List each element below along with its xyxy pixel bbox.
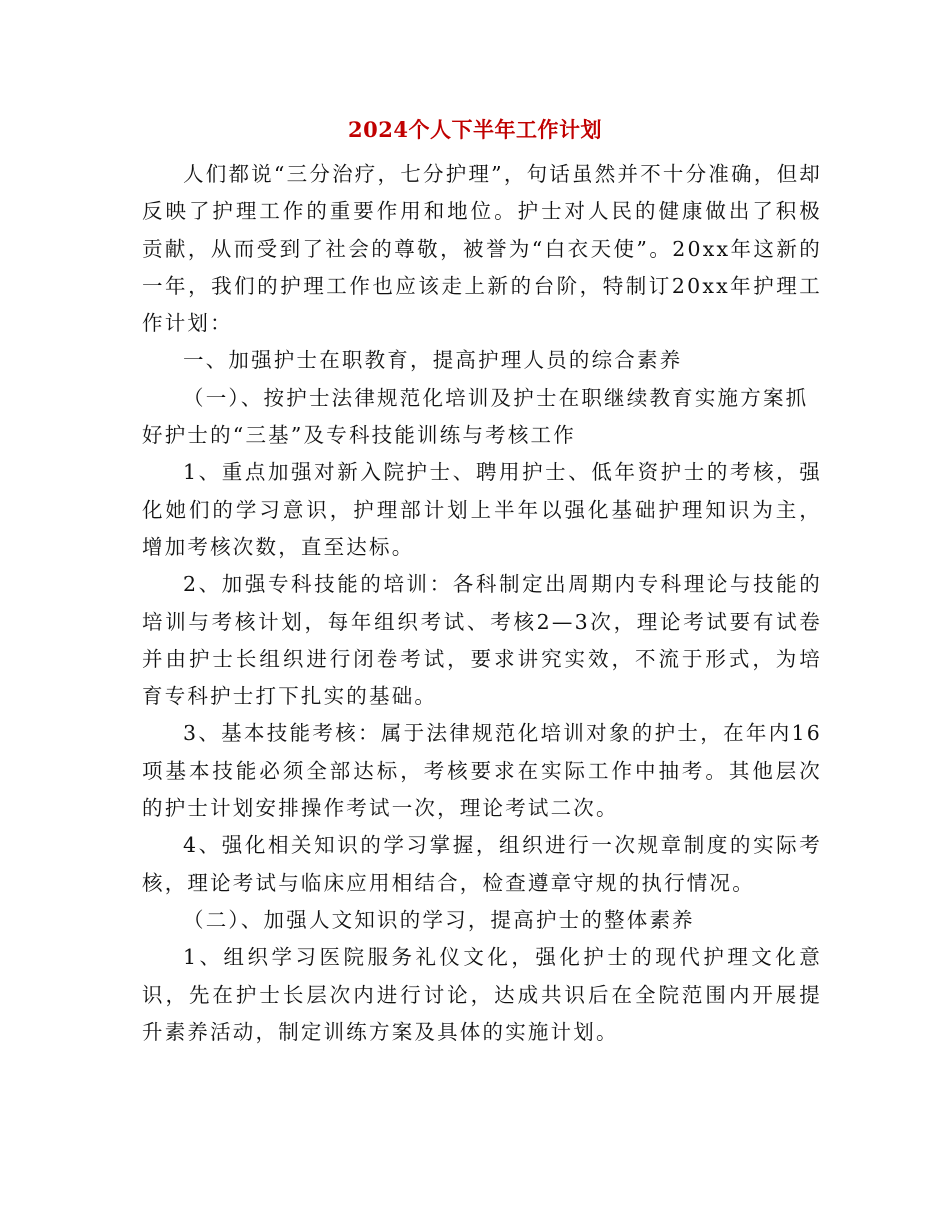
list-item-2: 2、加强专科技能的培训：各科制定出周期内专科理论与技能的培训与考核计划，每年组织考试、考核2—3次，理论考试要有试卷并由护士长组织进行闭卷考试，要求讲究实效，不流于形式，为培育专科护士打下扎实的基础。 xyxy=(142,572,822,709)
list-item-3: 3、基本技能考核：属于法律规范化培训对象的护士，在年内16项基本技能必须全部达标，考核要求在实际工作中抽考。其他层次的护士计划安排操作考试一次，理论考试二次。 xyxy=(142,721,822,821)
document-body xyxy=(142,156,822,1051)
subsection-heading-2: （二）、加强人文知识的学习，提高护士的整体素养 xyxy=(183,907,695,932)
list-item-5: 1、组织学习医院服务礼仪文化，强化护士的现代护理文化意识，先在护士长层次内进行讨论，达成共识后在全院范围内开展提升素养活动，制定训练方案及具体的实施计划。 xyxy=(142,945,822,1044)
section-heading-1: 一、加强护士在职教育，提高护理人员的综合素养 xyxy=(183,348,683,373)
list-item-1: 1、重点加强对新入院护士、聘用护士、低年资护士的考核，强化她们的学习意识，护理部计划上半年以强化基础护理知识为主，增加考核次数，直至达标。 xyxy=(142,460,822,559)
intro-paragraph: 人们都说“三分治疗，七分护理”，句话虽然并不十分准确，但却反映了护理工作的重要作用和地位。护士对人民的健康做出了积极贡献，从而受到了社会的尊敬，被誉为“白衣天使”。20xx年这新的一年，我们的护理工作也应该走上新的台阶，特制订20xx年护理工作计划： xyxy=(142,162,822,336)
document-title: 2024个人下半年工作计划 xyxy=(348,117,602,142)
list-item-4: 4、强化相关知识的学习掌握，组织进行一次规章制度的实际考核，理论考试与临床应用相结合，检查遵章守规的执行情况。 xyxy=(142,833,822,895)
subsection-heading-1: （一）、按护士法律规范化培训及护士在职继续教育实施方案抓好护士的“三基”及专科技能训练与考核工作 xyxy=(142,385,809,448)
